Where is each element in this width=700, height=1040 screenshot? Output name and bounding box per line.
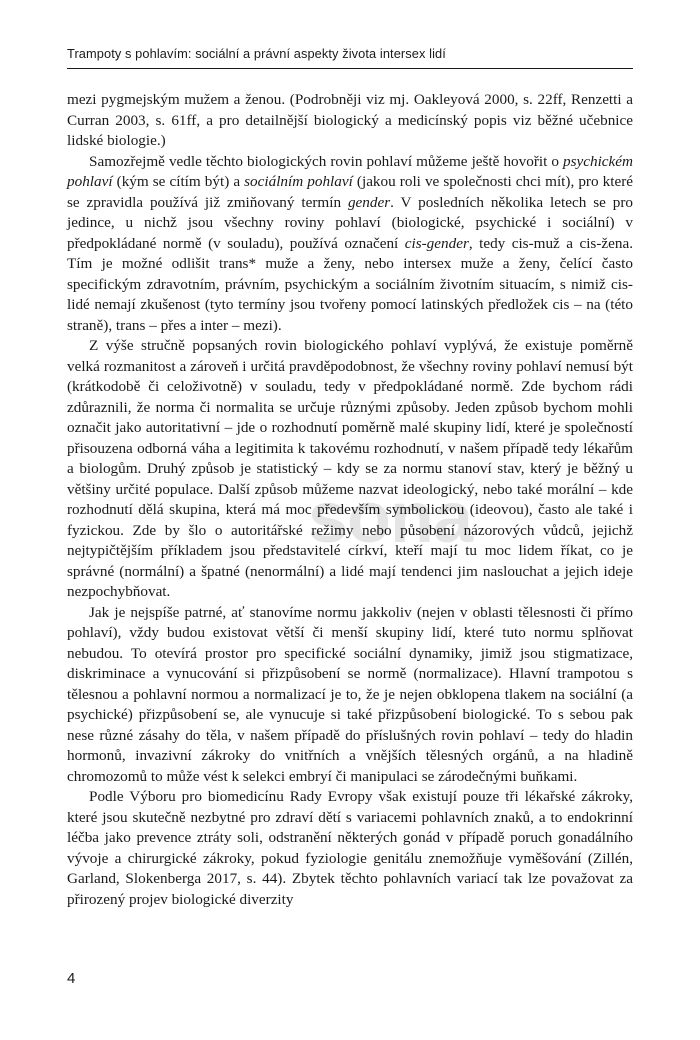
paragraph <box>67 336 633 603</box>
italic-term: psychickém pohlaví <box>67 152 633 190</box>
paragraph <box>67 152 633 337</box>
text-run: Podle Výboru pro biomedicínu Rady Evropy však existují pouze tři lékařské zákroky, které jsou skutečně nezbytné pro zdraví dětí s variacemi pohlavních znaků, a to endokrinní léčba jako prevence ztráty soli, odstranění některých gonád v případě poruch gonadálního vývoje a chirurgické zákroky, pokud fyziologie genitálu znemožňuje vyměšování (Zillén, Garland, Slokenberga 2017, s. 44). Zbytek těchto pohlavních variací tak lze považovat za přirozený projev biologické diverzity <box>67 788 633 908</box>
italic-term: sociálním pohlaví <box>244 173 353 190</box>
running-head-title: Trampoty s pohlavím: sociální a právní aspekty života intersex lidí <box>67 46 446 61</box>
italic-term: gender <box>347 193 391 211</box>
italic-term: cis-gender <box>404 234 469 252</box>
text-run: Samozřejmě vedle těchto biologických rovin pohlaví můžeme ještě hovořit o <box>89 152 563 170</box>
page-number: 4 <box>67 970 76 987</box>
text-run: , tedy cis-muž a cis-žena. Tím je možné odlišit trans* muže a ženy, nebo intersex muže a ženy, čelící často specifickým zdravotním, právním, psychickým a sociálním životním situacím, s nimiž cis-lidé nemají zkušenost (tyto termíny jsou tvořeny pomocí latinských předložek cis – na (této straně), trans – přes a inter – mezi). <box>67 234 633 334</box>
text-run: (jakou roli ve společnosti chci mít), pro které se zpravidla používá již zmiňovaný termín <box>67 173 633 211</box>
text-run: Z výše stručně popsaných rovin biologického pohlaví vyplývá, že existuje poměrně velká rozmanitost a zároveň i určitá pravděpodobnost, že všechny roviny pohlaví nemusí být (krátkodobě či celoživotně) v souladu, tedy v předpokládané normě. Zde bychom rádi zdůraznili, že norma či normalita se určuje různými způsoby. Jeden způsob bychom mohli označit jako autoritativní – jde o rozhodnutí poměrně malé skupiny lidí, které je společností přisouzena odborná váha a legitimita k takovému rozhodnutí, v našem případě tedy lékařům a biologům. Druhý způsob je statistický – kdy se za normu stanoví stav, který je běžný u většiny určité populace. Další způsob můžeme nazvat ideologický, nebo také morální – kde rozhodnutí dělá skupina, která má moc především symbolickou (ideovou), často ale také i fyzickou. Zde by šlo o autoritářské režimy nebo působení názorových vůdců, jejichž nejtypičtějším příkladem jsou představitelé církví, kteří mají tu moc lidem říkat, co je správné (normální) a špatné (nenormální) a lidé mají tendenci jim naslouchat a jejich ideje nezpochybňovat. <box>67 337 633 600</box>
watermark-logo: sona <box>308 478 473 558</box>
text-run: (kým se cítím být) a <box>112 173 245 190</box>
body-text <box>67 90 633 910</box>
text-run: mezi pygmejským mužem a ženou. (Podrobněji viz mj. Oakleyová 2000, s. 22ff, Renzetti a Curran 2003, s. 61ff, a pro detailnější biologický a medicínský popis viz běžné učebnice lidské biologie.) <box>67 91 633 149</box>
header-rule <box>67 68 633 69</box>
text-run: Jak je nejspíše patrné, ať stanovíme normu jakkoliv (nejen v oblasti tělesnosti či přímo pohlaví), vždy budou existovat větší či menší skupiny lidí, které tuto normu splňovat nebudou. To otevírá prostor pro specifické sociální dynamiky, jimiž jsou stigmatizace, diskriminace a vynucování si přizpůsobení se normě (normalizace). Hlavní trampotou s tělesnou a pohlavní normou a normalizací je to, že je nejen obklopena tlakem na sociální (a psychické) přizpůsobení se, ale vynucuje si také přizpůsobení biologické. To s sebou pak nese různé zásahy do těla, v našem případě do příslušných rovin pohlaví – tedy do hladin hormonů, invazivní zákroky do vnitřních a vnějších tělesných orgánů, a na hladině chromozomů to může vést k selekci embryí či manipulaci se zárodečnými buňkami. <box>67 603 633 785</box>
paragraph <box>67 603 633 788</box>
text-run: . V posledních několika letech se pro jedince, u nichž jsou všechny roviny pohlaví (biologické, psychické i sociální) v předpokládané normě (v souladu), používá označení <box>67 193 633 252</box>
paragraph <box>67 90 633 152</box>
paragraph <box>67 787 633 910</box>
